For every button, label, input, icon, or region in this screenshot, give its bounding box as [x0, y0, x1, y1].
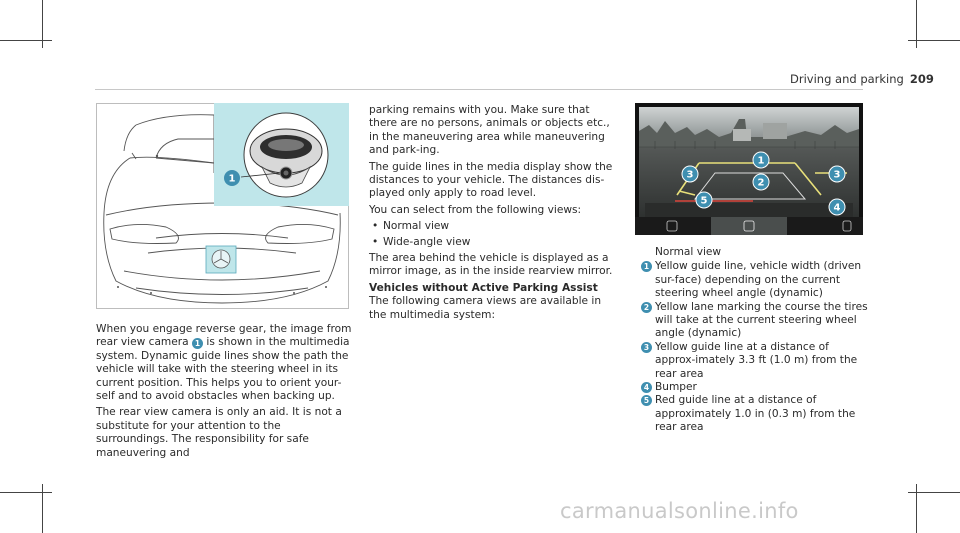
crop-mark	[0, 492, 52, 493]
callout-2	[753, 174, 769, 190]
callout-badge: 1	[641, 261, 652, 272]
header-rule	[95, 89, 863, 90]
paragraph: The area behind the vehicle is displayed as a mirror image, as in the inside rearview mirror.	[369, 252, 613, 278]
callout-4	[829, 199, 845, 215]
paragraph: parking remains with you. Make sure that there are no persons, animals or objects etc., in the maneuvering area while maneuvering and park-ing.	[369, 104, 610, 157]
callout-3-left	[682, 166, 698, 182]
list-item: • Wide-angle view	[369, 236, 619, 249]
legend-item	[641, 260, 871, 300]
camera-view-illustration	[635, 103, 863, 235]
column-2	[369, 104, 619, 325]
crop-mark	[0, 40, 52, 41]
watermark-text: carmanualsonline.info	[560, 499, 799, 523]
paragraph-text: is shown in the multimedia system. Dynamic guide lines show the path the vehicle will take with the steering wheel in its current position. This helps you to orient your-self and to avoid obstacles when backing up.	[96, 336, 350, 403]
callout-1	[753, 152, 769, 168]
legend-text: Yellow guide line, vehicle width (driven sur-face) depending on the current steering wheel angle (dynamic)	[655, 260, 862, 300]
paragraph: The following camera views are available in the multimedia system:	[369, 295, 602, 321]
callout-badge: 4	[641, 382, 652, 393]
crop-mark	[908, 492, 960, 493]
legend-item	[641, 394, 871, 434]
paragraph-text: When you engage reverse gear, the image from rear view camera	[96, 323, 352, 349]
crop-mark	[908, 40, 960, 41]
column-1	[96, 323, 356, 463]
paragraph	[96, 323, 356, 403]
legend-text: Yellow guide line at a distance of approx-imately 3.3 ft (1.0 m) from the rear area	[655, 340, 858, 380]
callout-badge: 1	[192, 338, 203, 349]
svg-text:1: 1	[757, 155, 765, 167]
svg-text:3: 3	[686, 169, 694, 181]
legend-text: Yellow lane marking the course the tires will take at the current steering wheel angle (dynamic)	[655, 300, 868, 340]
paragraph: You can select from the following views:	[369, 203, 582, 216]
rear-camera-illustration	[96, 103, 349, 309]
column-3	[641, 246, 871, 435]
legend-text: Bumper	[655, 381, 697, 394]
legend-text: Red guide line at a distance of approximately 1.0 in (0.3 m) from the rear area	[655, 394, 856, 434]
svg-text:2: 2	[757, 177, 765, 189]
legend-item	[641, 381, 871, 394]
subheading: Vehicles without Active Parking Assist	[369, 281, 598, 294]
svg-text:4: 4	[833, 202, 841, 214]
callout-badge: 5	[641, 395, 652, 406]
legend-item	[641, 341, 871, 381]
svg-text:5: 5	[700, 195, 708, 207]
paragraph: The rear view camera is only an aid. It is not a substitute for your attention to the surroundings. The responsibility for safe maneuvering and	[96, 406, 342, 459]
view-options-list	[369, 220, 619, 249]
legend-item	[641, 301, 871, 341]
figure-caption: Normal view	[655, 246, 722, 258]
callout-5	[696, 192, 712, 208]
list-item: • Normal view	[369, 220, 619, 233]
section-title: Driving and parking	[790, 72, 904, 86]
callout-3-right	[829, 166, 845, 182]
svg-text:3: 3	[833, 169, 841, 181]
callout-badge: 2	[641, 302, 652, 313]
running-header	[790, 72, 934, 86]
paragraph: The guide lines in the media display show the distances to your vehicle. The distances dis-played only apply to road level.	[369, 160, 613, 200]
callout-1	[224, 170, 240, 186]
callout-badge: 3	[641, 342, 652, 353]
svg-text:1: 1	[228, 173, 236, 185]
page-number: 209	[909, 72, 934, 86]
